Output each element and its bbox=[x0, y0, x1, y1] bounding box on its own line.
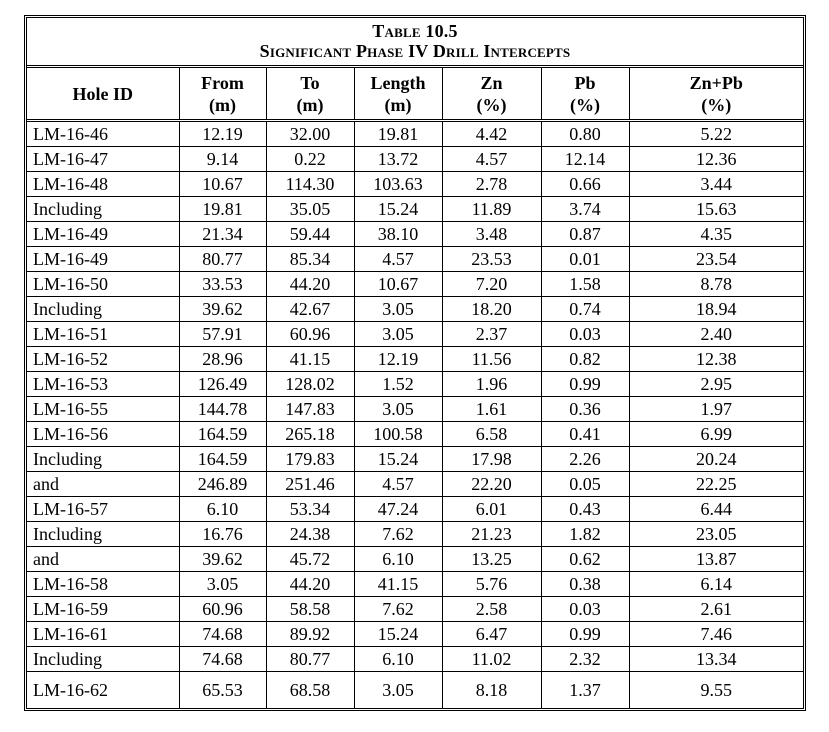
cell-hole-id: LM-16-50 bbox=[27, 272, 179, 297]
cell-pb: 0.03 bbox=[541, 597, 629, 622]
cell-to: 80.77 bbox=[266, 647, 354, 672]
cell-hole-id: LM-16-58 bbox=[27, 572, 179, 597]
table-row bbox=[27, 622, 803, 647]
cell-length: 4.57 bbox=[354, 247, 442, 272]
cell-from: 3.05 bbox=[179, 572, 266, 597]
table-row bbox=[27, 372, 803, 397]
cell-zn-pb: 23.05 bbox=[629, 522, 803, 547]
cell-hole-id: Including bbox=[27, 447, 179, 472]
cell-zn: 11.56 bbox=[442, 347, 541, 372]
cell-hole-id: Including bbox=[27, 297, 179, 322]
cell-length: 15.24 bbox=[354, 447, 442, 472]
cell-zn: 6.01 bbox=[442, 497, 541, 522]
cell-zn: 18.20 bbox=[442, 297, 541, 322]
cell-to: 53.34 bbox=[266, 497, 354, 522]
cell-to: 265.18 bbox=[266, 422, 354, 447]
cell-hole-id: LM-16-47 bbox=[27, 147, 179, 172]
cell-from: 80.77 bbox=[179, 247, 266, 272]
cell-from: 246.89 bbox=[179, 472, 266, 497]
cell-to: 45.72 bbox=[266, 547, 354, 572]
cell-from: 74.68 bbox=[179, 622, 266, 647]
table-body bbox=[27, 121, 803, 709]
cell-to: 24.38 bbox=[266, 522, 354, 547]
cell-length: 41.15 bbox=[354, 572, 442, 597]
cell-pb: 1.82 bbox=[541, 522, 629, 547]
cell-zn-pb: 12.36 bbox=[629, 147, 803, 172]
cell-hole-id: Including bbox=[27, 522, 179, 547]
cell-pb: 0.05 bbox=[541, 472, 629, 497]
cell-pb: 0.99 bbox=[541, 622, 629, 647]
cell-zn-pb: 9.55 bbox=[629, 672, 803, 709]
cell-from: 39.62 bbox=[179, 297, 266, 322]
cell-to: 128.02 bbox=[266, 372, 354, 397]
cell-from: 9.14 bbox=[179, 147, 266, 172]
cell-zn: 7.20 bbox=[442, 272, 541, 297]
table-row bbox=[27, 147, 803, 172]
cell-zn: 11.02 bbox=[442, 647, 541, 672]
table-row bbox=[27, 522, 803, 547]
cell-to: 114.30 bbox=[266, 172, 354, 197]
header-length bbox=[354, 68, 442, 121]
header-length-label: Length bbox=[370, 72, 426, 93]
header-pb-label: Pb bbox=[574, 72, 596, 93]
table-row bbox=[27, 422, 803, 447]
cell-hole-id: LM-16-57 bbox=[27, 497, 179, 522]
cell-zn-pb: 4.35 bbox=[629, 222, 803, 247]
header-row bbox=[27, 68, 803, 121]
cell-pb: 0.41 bbox=[541, 422, 629, 447]
cell-zn-pb: 22.25 bbox=[629, 472, 803, 497]
cell-zn: 6.47 bbox=[442, 622, 541, 647]
header-hole-id-label: Hole ID bbox=[72, 83, 133, 104]
cell-zn-pb: 18.94 bbox=[629, 297, 803, 322]
cell-length: 103.63 bbox=[354, 172, 442, 197]
header-from-unit: (m) bbox=[209, 94, 236, 115]
cell-from: 10.67 bbox=[179, 172, 266, 197]
cell-zn: 2.37 bbox=[442, 322, 541, 347]
cell-length: 15.24 bbox=[354, 622, 442, 647]
cell-hole-id: LM-16-56 bbox=[27, 422, 179, 447]
cell-hole-id: Including bbox=[27, 647, 179, 672]
cell-from: 60.96 bbox=[179, 597, 266, 622]
header-zn bbox=[442, 68, 541, 121]
cell-hole-id: and bbox=[27, 547, 179, 572]
cell-pb: 1.37 bbox=[541, 672, 629, 709]
cell-zn-pb: 6.14 bbox=[629, 572, 803, 597]
cell-to: 58.58 bbox=[266, 597, 354, 622]
table-row bbox=[27, 547, 803, 572]
cell-length: 1.52 bbox=[354, 372, 442, 397]
cell-from: 65.53 bbox=[179, 672, 266, 709]
cell-pb: 0.87 bbox=[541, 222, 629, 247]
data-table bbox=[27, 68, 803, 708]
cell-to: 42.67 bbox=[266, 297, 354, 322]
cell-zn-pb: 13.34 bbox=[629, 647, 803, 672]
cell-from: 6.10 bbox=[179, 497, 266, 522]
cell-zn-pb: 15.63 bbox=[629, 197, 803, 222]
cell-zn: 6.58 bbox=[442, 422, 541, 447]
cell-length: 7.62 bbox=[354, 597, 442, 622]
cell-length: 38.10 bbox=[354, 222, 442, 247]
cell-to: 44.20 bbox=[266, 572, 354, 597]
cell-from: 16.76 bbox=[179, 522, 266, 547]
cell-pb: 0.38 bbox=[541, 572, 629, 597]
cell-to: 35.05 bbox=[266, 197, 354, 222]
cell-length: 3.05 bbox=[354, 672, 442, 709]
cell-zn: 8.18 bbox=[442, 672, 541, 709]
cell-from: 144.78 bbox=[179, 397, 266, 422]
table-row bbox=[27, 222, 803, 247]
cell-from: 19.81 bbox=[179, 197, 266, 222]
cell-zn: 1.96 bbox=[442, 372, 541, 397]
cell-length: 13.72 bbox=[354, 147, 442, 172]
cell-length: 10.67 bbox=[354, 272, 442, 297]
cell-to: 68.58 bbox=[266, 672, 354, 709]
cell-length: 12.19 bbox=[354, 347, 442, 372]
header-to-label: To bbox=[300, 72, 320, 93]
cell-to: 59.44 bbox=[266, 222, 354, 247]
cell-hole-id: LM-16-61 bbox=[27, 622, 179, 647]
cell-hole-id: LM-16-48 bbox=[27, 172, 179, 197]
table-number: Table 10.5 bbox=[372, 21, 458, 41]
cell-from: 28.96 bbox=[179, 347, 266, 372]
cell-hole-id: LM-16-49 bbox=[27, 247, 179, 272]
header-zn-label: Zn bbox=[480, 72, 503, 93]
cell-length: 19.81 bbox=[354, 121, 442, 147]
cell-pb: 0.80 bbox=[541, 121, 629, 147]
cell-length: 15.24 bbox=[354, 197, 442, 222]
cell-hole-id: LM-16-55 bbox=[27, 397, 179, 422]
header-pb bbox=[541, 68, 629, 121]
table-row bbox=[27, 297, 803, 322]
cell-to: 0.22 bbox=[266, 147, 354, 172]
cell-length: 3.05 bbox=[354, 322, 442, 347]
cell-pb: 1.58 bbox=[541, 272, 629, 297]
cell-from: 21.34 bbox=[179, 222, 266, 247]
table-row bbox=[27, 347, 803, 372]
cell-zn-pb: 20.24 bbox=[629, 447, 803, 472]
table-row bbox=[27, 497, 803, 522]
cell-hole-id: LM-16-59 bbox=[27, 597, 179, 622]
table-caption: Significant Phase IV Drill Intercepts bbox=[259, 41, 571, 61]
header-zn-unit: (%) bbox=[476, 94, 507, 115]
table-row bbox=[27, 272, 803, 297]
cell-zn-pb: 7.46 bbox=[629, 622, 803, 647]
header-from bbox=[179, 68, 266, 121]
cell-from: 164.59 bbox=[179, 447, 266, 472]
table-row bbox=[27, 472, 803, 497]
table-row bbox=[27, 322, 803, 347]
cell-from: 74.68 bbox=[179, 647, 266, 672]
cell-zn: 4.57 bbox=[442, 147, 541, 172]
cell-to: 179.83 bbox=[266, 447, 354, 472]
cell-hole-id: LM-16-52 bbox=[27, 347, 179, 372]
cell-hole-id: LM-16-49 bbox=[27, 222, 179, 247]
cell-to: 251.46 bbox=[266, 472, 354, 497]
table-row bbox=[27, 597, 803, 622]
cell-length: 4.57 bbox=[354, 472, 442, 497]
cell-from: 126.49 bbox=[179, 372, 266, 397]
header-from-label: From bbox=[201, 72, 244, 93]
cell-to: 60.96 bbox=[266, 322, 354, 347]
cell-length: 47.24 bbox=[354, 497, 442, 522]
cell-pb: 0.66 bbox=[541, 172, 629, 197]
cell-zn-pb: 2.40 bbox=[629, 322, 803, 347]
cell-pb: 2.32 bbox=[541, 647, 629, 672]
header-hole-id bbox=[27, 68, 179, 121]
cell-zn-pb: 8.78 bbox=[629, 272, 803, 297]
cell-hole-id: Including bbox=[27, 197, 179, 222]
header-zn-pb-label: Zn+Pb bbox=[689, 72, 743, 93]
table-row bbox=[27, 247, 803, 272]
cell-pb: 0.62 bbox=[541, 547, 629, 572]
cell-pb: 0.03 bbox=[541, 322, 629, 347]
cell-zn: 21.23 bbox=[442, 522, 541, 547]
cell-pb: 0.82 bbox=[541, 347, 629, 372]
cell-zn-pb: 5.22 bbox=[629, 121, 803, 147]
cell-pb: 0.36 bbox=[541, 397, 629, 422]
cell-length: 3.05 bbox=[354, 297, 442, 322]
cell-zn: 11.89 bbox=[442, 197, 541, 222]
cell-zn-pb: 3.44 bbox=[629, 172, 803, 197]
drill-intercepts-table bbox=[24, 15, 806, 711]
cell-length: 6.10 bbox=[354, 547, 442, 572]
header-to-unit: (m) bbox=[296, 94, 324, 115]
cell-pb: 0.01 bbox=[541, 247, 629, 272]
header-pb-unit: (%) bbox=[570, 94, 600, 115]
table-row bbox=[27, 121, 803, 147]
table-row bbox=[27, 647, 803, 672]
table-row bbox=[27, 197, 803, 222]
cell-to: 44.20 bbox=[266, 272, 354, 297]
cell-hole-id: and bbox=[27, 472, 179, 497]
table-row bbox=[27, 172, 803, 197]
cell-to: 147.83 bbox=[266, 397, 354, 422]
cell-length: 6.10 bbox=[354, 647, 442, 672]
cell-zn: 4.42 bbox=[442, 121, 541, 147]
cell-pb: 2.26 bbox=[541, 447, 629, 472]
cell-zn: 23.53 bbox=[442, 247, 541, 272]
cell-zn: 13.25 bbox=[442, 547, 541, 572]
table-row bbox=[27, 572, 803, 597]
header-zn-pb-unit: (%) bbox=[701, 94, 732, 115]
cell-pb: 12.14 bbox=[541, 147, 629, 172]
cell-to: 41.15 bbox=[266, 347, 354, 372]
cell-hole-id: LM-16-51 bbox=[27, 322, 179, 347]
cell-from: 12.19 bbox=[179, 121, 266, 147]
cell-zn: 22.20 bbox=[442, 472, 541, 497]
cell-zn: 2.58 bbox=[442, 597, 541, 622]
cell-pb: 3.74 bbox=[541, 197, 629, 222]
cell-to: 85.34 bbox=[266, 247, 354, 272]
cell-from: 33.53 bbox=[179, 272, 266, 297]
cell-zn: 1.61 bbox=[442, 397, 541, 422]
cell-to: 89.92 bbox=[266, 622, 354, 647]
cell-from: 39.62 bbox=[179, 547, 266, 572]
cell-zn-pb: 2.95 bbox=[629, 372, 803, 397]
cell-zn: 3.48 bbox=[442, 222, 541, 247]
cell-pb: 0.99 bbox=[541, 372, 629, 397]
cell-pb: 0.43 bbox=[541, 497, 629, 522]
cell-zn: 2.78 bbox=[442, 172, 541, 197]
cell-zn-pb: 2.61 bbox=[629, 597, 803, 622]
cell-to: 32.00 bbox=[266, 121, 354, 147]
cell-zn-pb: 6.99 bbox=[629, 422, 803, 447]
table-row bbox=[27, 447, 803, 472]
cell-hole-id: LM-16-46 bbox=[27, 121, 179, 147]
header-zn-pb bbox=[629, 68, 803, 121]
cell-zn-pb: 6.44 bbox=[629, 497, 803, 522]
cell-zn-pb: 12.38 bbox=[629, 347, 803, 372]
table-row bbox=[27, 397, 803, 422]
header-length-unit: (m) bbox=[384, 94, 412, 115]
cell-from: 164.59 bbox=[179, 422, 266, 447]
cell-hole-id: LM-16-62 bbox=[27, 672, 179, 709]
table-row bbox=[27, 672, 803, 709]
cell-pb: 0.74 bbox=[541, 297, 629, 322]
cell-zn-pb: 13.87 bbox=[629, 547, 803, 572]
cell-hole-id: LM-16-53 bbox=[27, 372, 179, 397]
header-to bbox=[266, 68, 354, 121]
cell-zn: 5.76 bbox=[442, 572, 541, 597]
cell-length: 7.62 bbox=[354, 522, 442, 547]
cell-length: 3.05 bbox=[354, 397, 442, 422]
cell-zn: 17.98 bbox=[442, 447, 541, 472]
table-title bbox=[27, 18, 803, 68]
cell-from: 57.91 bbox=[179, 322, 266, 347]
cell-zn-pb: 23.54 bbox=[629, 247, 803, 272]
cell-zn-pb: 1.97 bbox=[629, 397, 803, 422]
cell-length: 100.58 bbox=[354, 422, 442, 447]
